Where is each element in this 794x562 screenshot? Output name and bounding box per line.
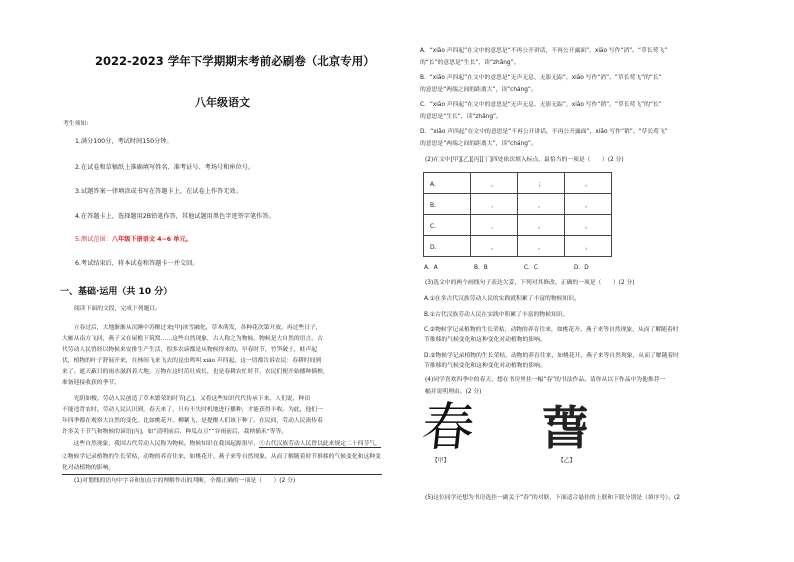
q3-option-d-line-2: 节推移的气候变化和这种变化对动植物的影响。: [424, 363, 546, 369]
punctuation-table: [423, 172, 612, 257]
q2-option-b: B．B: [474, 265, 488, 271]
table-cell: 、: [471, 194, 518, 215]
table-row: [424, 236, 612, 257]
calligraphy-label-jia: 【甲】: [432, 458, 450, 464]
table-cell: 。: [565, 236, 612, 257]
table-cell: 、: [471, 215, 518, 236]
reading-intro: 阅读下面的文段，完成下列题目。: [74, 306, 161, 312]
q1-option-d-line-1: D．“xiāo 声四起”在文中的意思是“不再公开讲话，不再公开露面”，xiāo 写作“销”。“草长莺飞”: [420, 129, 668, 135]
para1-line-4: 伏，植物的叶子舒展开来，在林间飞来飞去的昆虫鸣叫 xiāo 声四起，这一切都告诉农民：春耕时间到: [62, 358, 322, 364]
q2-option-a: A．A: [424, 265, 438, 271]
q1-option-c-line-1: C．“xiāo 声四起”在文中的意思是“无声无息、无影无踪”，xiāo 写作“销”。“草长莺飞”的“长”: [420, 102, 662, 108]
q3-option-c-line-1: C.②物候学记录植物的生长荣枯，动物的养育往来，如桃花开、燕子来等自然现象，从而了解随着时: [424, 327, 679, 333]
table-cell: 。: [565, 215, 612, 236]
question-4-line-1: (4)同学喜欢四季中的春天，想在书房里挂一幅“春”的书法作品。请你从以下作品中为他推荐一: [425, 377, 666, 383]
q2-option-d: D．D: [574, 265, 589, 271]
q1-option-a-line-2: 的“长”的意思是“生长”，读“zhǎng”。: [420, 60, 520, 66]
table-row: [424, 194, 612, 215]
table-cell: ，: [518, 194, 565, 215]
notice-item-5: [75, 236, 192, 244]
notice-heading: 考生须知：: [63, 121, 92, 127]
q2-options: [424, 265, 624, 273]
notice-item-1: 1.满分100分，考试时间150分钟。: [75, 138, 173, 145]
para2-line-3: 年四季都在观察大自然的变化。比如桃花开、柳絮飞，是提醒人们该下种了。在民间，劳动人民流传着: [62, 418, 323, 424]
notice-item-6: 6.考试结束后，将本试卷和答题卡一并交回。: [75, 260, 199, 267]
exam-subtitle: 八年级语文: [195, 96, 250, 109]
question-1: (1)对划线的语句中字音和加点字的理解作出的判断，全都正确的一项是（ ）(2 分): [74, 478, 296, 484]
q1-option-a-line-1: A．“xiāo 声四起”在文中的意思是“不再公开讲话，不再公开露面”，xiāo 写作“消”。“草长莺飞”: [420, 48, 668, 54]
underlined-sentence-1: ①古代汉族劳动人民曾以此来规定二十四节气，: [259, 441, 381, 447]
scope-value: 八年级下册语文 4~6 单元。: [111, 236, 192, 243]
question-3: (3)选文中的两个画线句子表达欠妥，下列对其修改，正确的一项是（ ）(2 分): [425, 280, 635, 286]
para2-line-2: 不能违背农时。劳动人民认识到，春天来了，只有不失时机地进行播种，才能获得丰收。为此，他们一: [62, 407, 323, 413]
para2-line-4: 许多关于节气和物候的谚语[丙]，如“清明前后，种瓜点豆”“谷雨前后，栽秧插禾”等等。: [62, 429, 288, 435]
calligraphy-label-yi: 【乙】: [558, 458, 576, 464]
para2-line-1: 光阴如梭。劳动人民创造了草木繁荣的时节[乙]，又将这些知识代代传承下来。人们说，种田: [62, 396, 310, 402]
underlined-sentence-2: ②物候学记录植物的生长荣枯，动物的养育往来，如桃花开、燕子来等自然现象，从而了解随着时节推移的气候变化和这种变化对动植物的影响。: [62, 452, 382, 475]
para1-line-6: 准备迎接收获的季节。: [62, 380, 120, 386]
calligraphy-jia: 春: [418, 398, 478, 458]
table-cell: B．: [424, 194, 471, 215]
para1-line-5: 来了。遮天蔽日的雨水滋润着大地，万物在这时茁壮成长，也是春耕农忙时节，农民们便开始播种插秧，: [62, 369, 329, 375]
question-4-line-2: 幅并说明理由。(2 分): [425, 389, 482, 395]
table-cell: 。: [518, 215, 565, 236]
table-cell: D．: [424, 236, 471, 257]
q3-option-c-line-2: 节推移的气候变化和这种变化对动植物的影响。: [424, 337, 546, 343]
para3-line-1: [62, 441, 381, 449]
q3-option-b: B.①古代汉族劳动人民在实践中积累了丰富的物候知识。: [424, 312, 569, 318]
table-cell: ，: [518, 236, 565, 257]
calligraphy-yi: 萅: [542, 401, 588, 455]
q1-option-c-line-2: 的意思是“生长”，读“zhǎng”。: [420, 114, 502, 120]
para1-line-3: 代劳动人民曾经以物候来安排生产生活，很多农谚都是从物候得来的。早春时节，竹笋破土，蛙声起: [62, 347, 318, 353]
table-row: [424, 215, 612, 236]
table-cell: ，: [471, 236, 518, 257]
para1-line-1: 立春过后，大地渐渐从沉睡中苏醒过来[甲]冰雪融化，草木萌发，各种花次第开放。再过些日子，: [62, 325, 322, 331]
table-cell: ，: [471, 173, 518, 194]
q1-option-b-line-2: 的意思是“两端之间的距离大”，读“cháng”。: [420, 87, 537, 93]
table-cell: 。: [565, 173, 612, 194]
para3-text: 这些自然现象，我国古代劳动人民称为物候。物候知识在我国起源很早，: [62, 441, 260, 447]
question-5: (5)这位同学还想为书房选挂一副关于“春”的对联，下面适合悬挂的上联和下联分别是（填序号）。(2: [425, 495, 680, 501]
section1-heading: 一、基础·运用（共 10 分）: [60, 287, 173, 297]
q1-option-b-line-1: B．“xiāo 声四起”在文中的意思是“无声无息、无影无踪”，xiāo 写作“消”。“草长莺飞”的“长”: [420, 75, 662, 81]
q2-option-c: C．C: [524, 265, 538, 271]
exam-title: 2022-2023 学年下学期期末考前必刷卷（北京专用）: [95, 54, 375, 68]
question-2: (2)在文中[甲][乙][丙][丁]四处依次填入标点，最恰当的一项是（ ）(2 分): [425, 157, 624, 163]
table-cell: ；: [518, 173, 565, 194]
table-row: [424, 173, 612, 194]
table-cell: 。: [565, 194, 612, 215]
notice-item-3: 3.试题答案一律填涂或书写在答题卡上，在试卷上作答无效。: [75, 188, 242, 195]
scope-prefix: 5.测试范围：: [75, 236, 112, 243]
q1-option-d-line-2: 的意思是“两端之间的距离大”，读“cháng”。: [420, 141, 537, 147]
notice-item-4: 4.在答题卡上，选择题用2B铅笔作答，其他试题用黑色字迹签字笔作答。: [75, 213, 275, 220]
q3-option-a: A.①在多古代汉族劳动人民的实践就积累了丰富的物候知识。: [424, 296, 580, 302]
notice-item-2: 2.在试卷和草稿纸上准确填写姓名、准考证号、考场号和座位号。: [75, 164, 255, 171]
table-cell: A．: [424, 173, 471, 194]
table-cell: C．: [424, 215, 471, 236]
q3-option-d-line-1: D.②物候学记录植物的生长荣枯，动物的养育往来，如桃花开、燕子来等自然现象，从而了解随着时: [424, 353, 679, 359]
para1-line-2: 大雁从南方飞回，燕子又在屋檐下筑窝……这些自然现象，古人称之为物候。物候是大自然的语言。古: [62, 336, 323, 342]
